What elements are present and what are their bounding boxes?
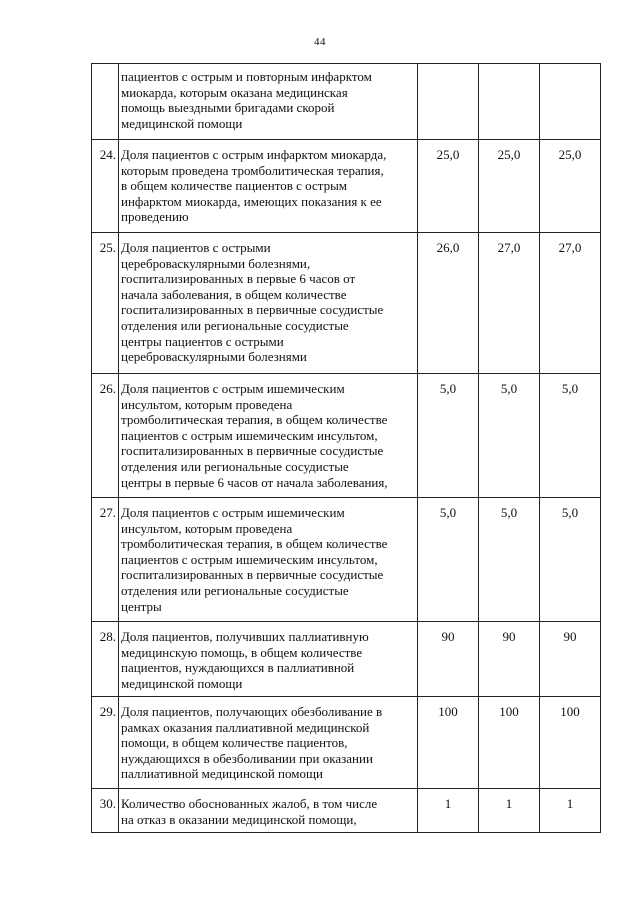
row-description <box>119 64 418 140</box>
row-value-1: 90 <box>418 622 479 697</box>
row-description <box>119 374 418 498</box>
row-number <box>92 64 119 140</box>
row-description-text: Доля пациентов с острыми цереброваскулярными болезнями, госпитализированных в первые 6 часов от начала заболевания, в общем количестве госпитализированных в первичные сосудистые отделения или региональные сосудистые центры пациентов с острыми цереброваскулярными болезнями <box>121 240 384 365</box>
row-value-3: 5,0 <box>540 498 601 622</box>
table-row <box>92 233 601 374</box>
table-row <box>92 789 601 833</box>
row-value-1: 26,0 <box>418 233 479 374</box>
table-row <box>92 697 601 789</box>
row-value-2: 25,0 <box>479 140 540 233</box>
row-description-text: Доля пациентов с острым ишемическим инсультом, которым проведена тромболитическая терапия, в общем количестве пациентов с острым ишемическим инсультом, госпитализированных в первичные сосудистые отделения или региональные сосудистые центры в первые 6 часов от начала заболевания, <box>121 381 388 490</box>
row-value-1: 25,0 <box>418 140 479 233</box>
row-value-2: 5,0 <box>479 374 540 498</box>
row-value-3: 100 <box>540 697 601 789</box>
row-value-1: 1 <box>418 789 479 833</box>
row-value-2: 27,0 <box>479 233 540 374</box>
row-value-2: 1 <box>479 789 540 833</box>
row-description <box>119 622 418 697</box>
indicators-table <box>91 63 601 833</box>
row-value-3: 25,0 <box>540 140 601 233</box>
row-description <box>119 789 418 833</box>
page-number: 44 <box>314 36 326 48</box>
row-value-3: 1 <box>540 789 601 833</box>
row-number: 29. <box>92 697 119 789</box>
table-row <box>92 374 601 498</box>
row-description-text: Количество обоснованных жалоб, в том числе на отказ в оказании медицинской помощи, <box>121 796 378 827</box>
row-description <box>119 233 418 374</box>
row-value-2: 90 <box>479 622 540 697</box>
row-description-text: Доля пациентов, получающих обезболивание в рамках оказания паллиативной медицинской помощи, в общем количестве пациентов, нуждающихся в обезболивании при оказании паллиативной медицинской помощи <box>121 704 383 782</box>
table-row <box>92 64 601 140</box>
row-number: 30. <box>92 789 119 833</box>
row-value-2: 100 <box>479 697 540 789</box>
table-row <box>92 140 601 233</box>
row-value-2 <box>479 64 540 140</box>
row-description-text: Доля пациентов с острым ишемическим инсультом, которым проведена тромболитическая терапия, в общем количестве пациентов с острым ишемическим инсультом, госпитализированных в первичные сосудистые отделения или региональные сосудистые центры <box>121 505 388 614</box>
row-description-text: пациентов с острым и повторным инфарктом миокарда, которым оказана медицинская помощь выездными бригадами скорой медицинской помощи <box>121 69 372 131</box>
row-value-3: 90 <box>540 622 601 697</box>
row-description-text: Доля пациентов с острым инфарктом миокарда, которым проведена тромболитическая терапия, в общем количестве пациентов с острым инфарктом миокарда, имеющих показания к ее проведению <box>121 147 387 225</box>
row-description <box>119 498 418 622</box>
row-value-3: 5,0 <box>540 374 601 498</box>
row-value-3 <box>540 64 601 140</box>
row-value-2: 5,0 <box>479 498 540 622</box>
row-value-1: 5,0 <box>418 498 479 622</box>
row-value-1: 100 <box>418 697 479 789</box>
row-number: 24. <box>92 140 119 233</box>
row-value-3: 27,0 <box>540 233 601 374</box>
row-number: 26. <box>92 374 119 498</box>
row-description-text: Доля пациентов, получивших паллиативную медицинскую помощь, в общем количестве пациентов, нуждающихся в паллиативной медицинской помощи <box>121 629 369 691</box>
row-number: 25. <box>92 233 119 374</box>
row-value-1 <box>418 64 479 140</box>
row-description <box>119 697 418 789</box>
table-row <box>92 498 601 622</box>
row-value-1: 5,0 <box>418 374 479 498</box>
row-number: 27. <box>92 498 119 622</box>
table-row <box>92 622 601 697</box>
row-number: 28. <box>92 622 119 697</box>
row-description <box>119 140 418 233</box>
